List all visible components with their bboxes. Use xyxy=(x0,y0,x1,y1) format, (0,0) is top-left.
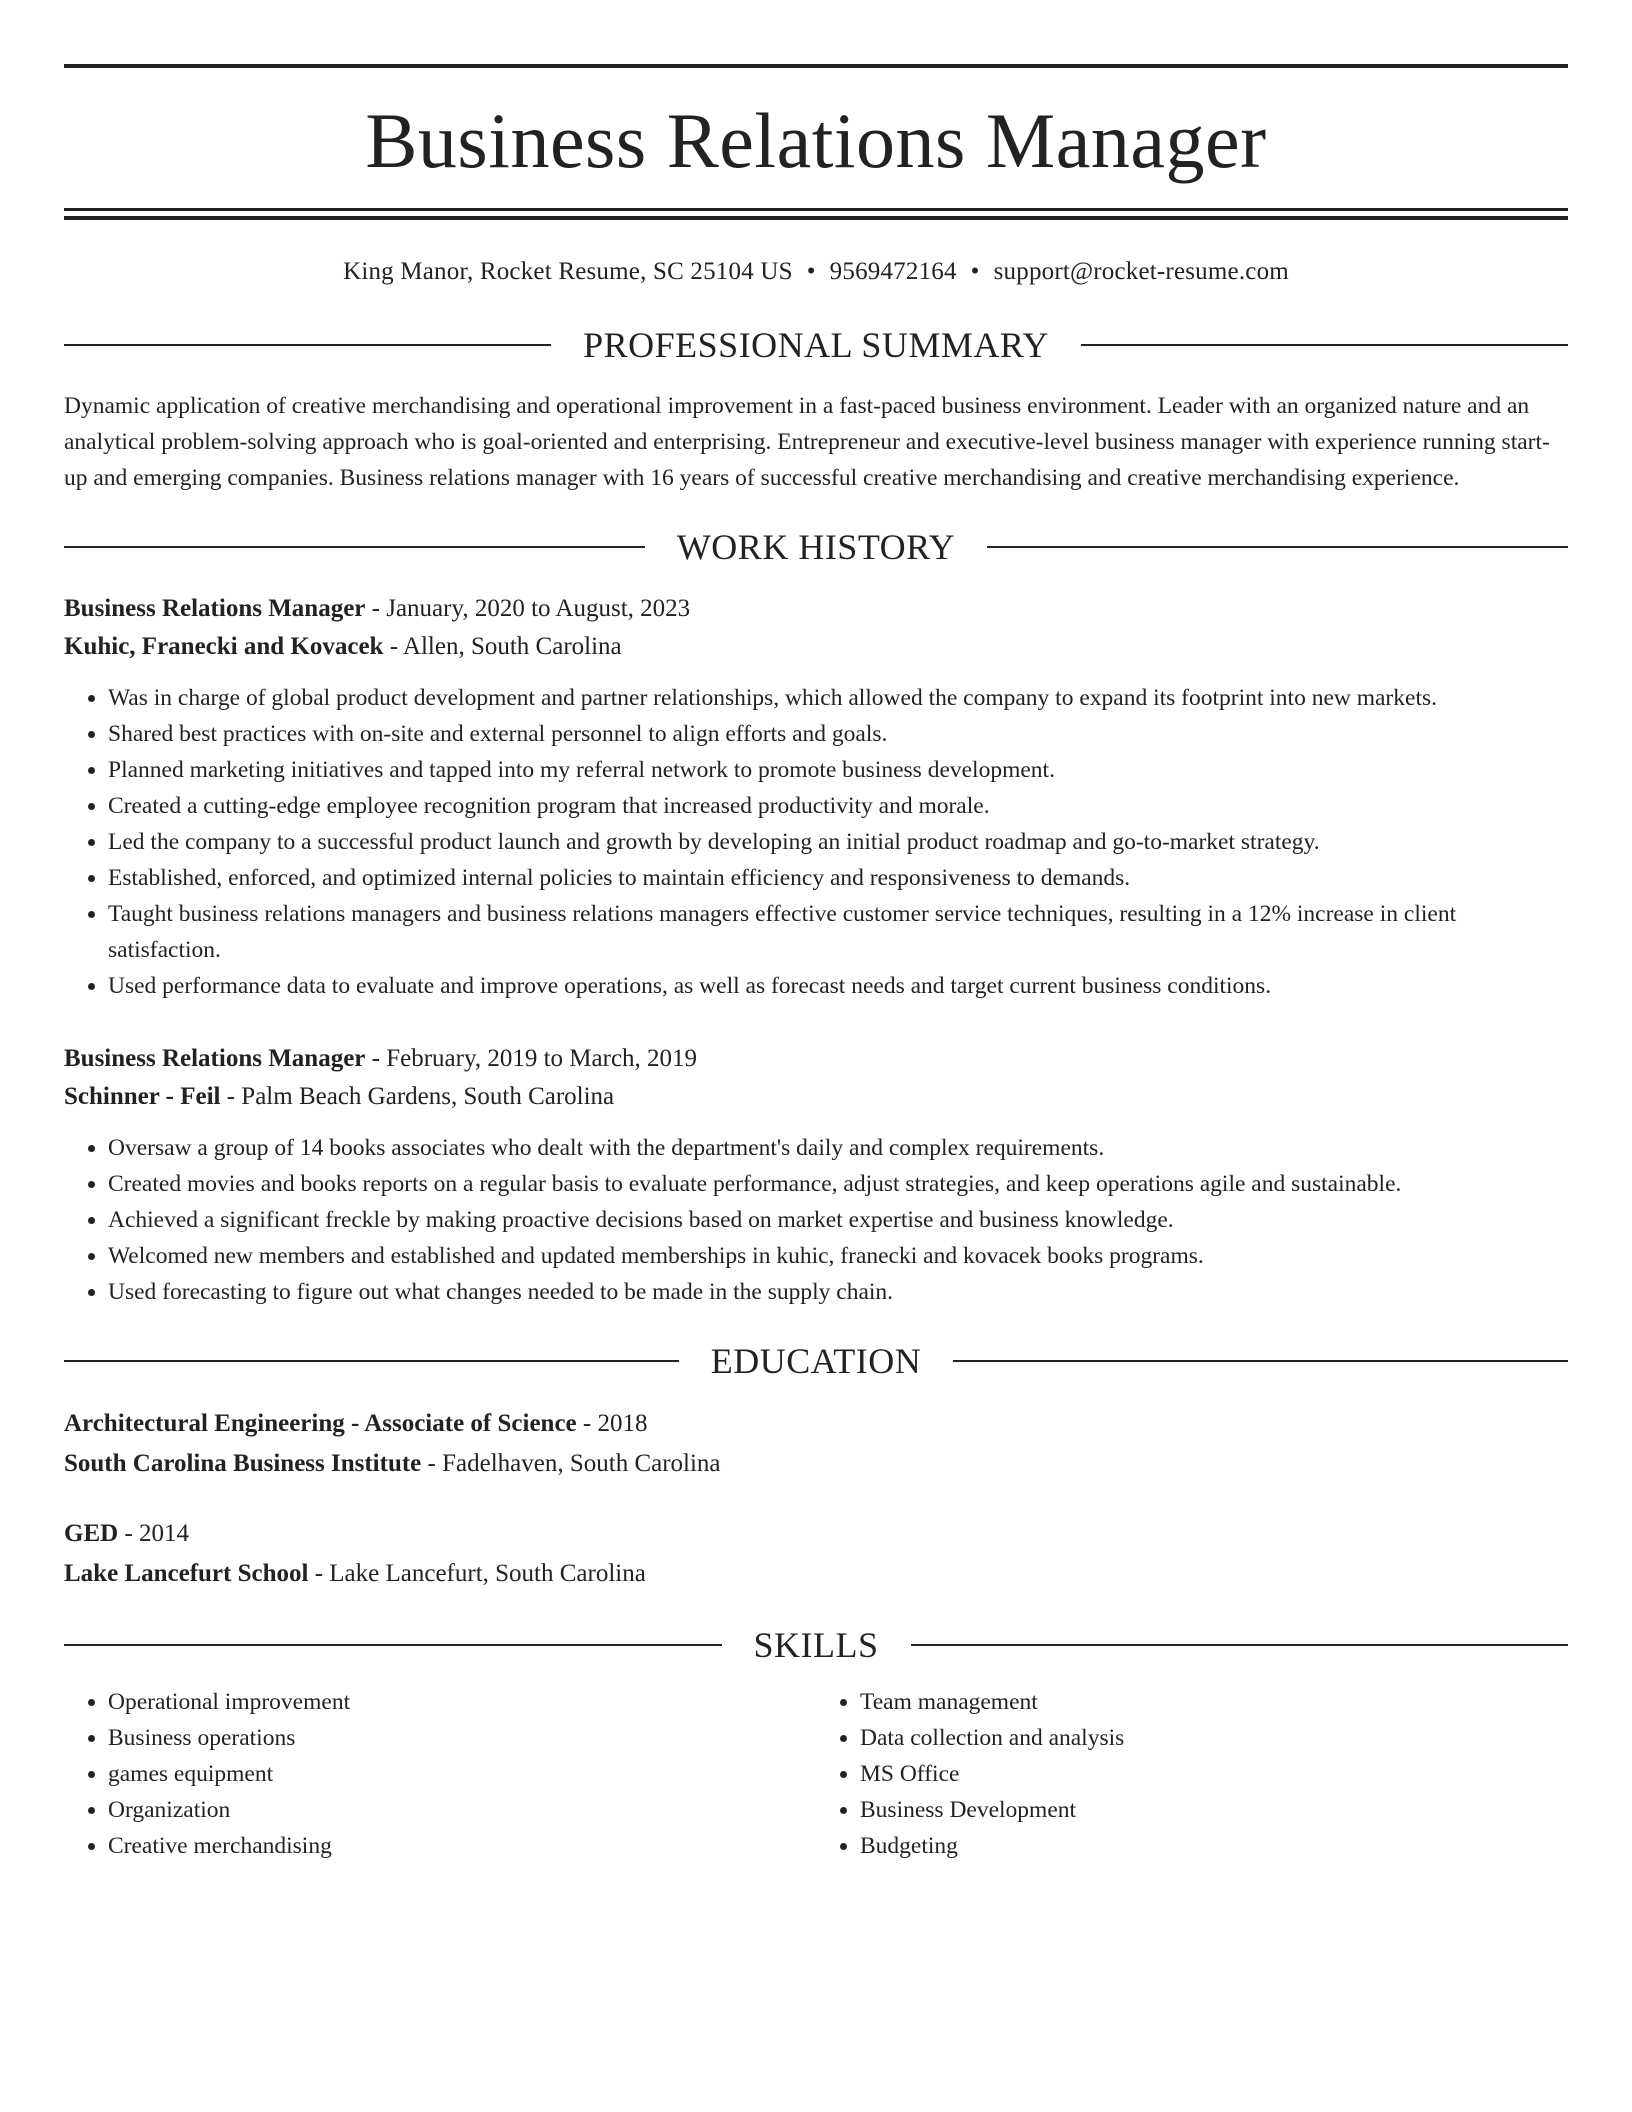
list-item: • Welcomed new members and established and updated memberships in kuhic, franecki and kovacek books programs. xyxy=(108,1238,1568,1274)
job-dates: - January, 2020 to August, 2023 xyxy=(365,595,691,622)
job-entry xyxy=(64,1040,1568,1310)
list-item: • Oversaw a group of 14 books associates who dealt with the department's daily and complex requirements. xyxy=(108,1130,1568,1166)
contact-address: King Manor, Rocket Resume, SC 25104 US xyxy=(343,258,793,285)
education-entry xyxy=(64,1514,1568,1594)
summary-text: Dynamic application of creative merchandising and operational improvement in a fast-paced business environment. Leader with an organized nature and an analytical problem-solving approach who is goal-oriented and enterprising. Entrepreneur and executive-level business manager with experience running start-up and emerging companies. Business relations manager with 16 years of successful creative merchandising and creative merchandising experience. xyxy=(64,393,1550,491)
skills-column-left xyxy=(64,1684,816,1864)
list-item: • Used performance data to evaluate and improve operations, as well as forecast needs and target current business conditions. xyxy=(108,968,1568,1004)
skills-list xyxy=(64,1684,1568,1864)
list-item: • Team management xyxy=(860,1684,1568,1720)
list-item: • Business operations xyxy=(108,1720,816,1756)
job-location: - Palm Beach Gardens, South Carolina xyxy=(220,1083,615,1110)
divider-line xyxy=(64,1644,722,1646)
divider-line xyxy=(987,546,1568,548)
contact-email: support@rocket-resume.com xyxy=(993,258,1289,285)
edu-year: - 2014 xyxy=(118,1520,190,1547)
list-item: • MS Office xyxy=(860,1756,1568,1792)
contact-line xyxy=(64,258,1568,286)
divider-line xyxy=(911,1644,1569,1646)
edu-year: - 2018 xyxy=(576,1410,648,1437)
job-company: Schinner - Feil xyxy=(64,1083,221,1110)
list-item: • Creative merchandising xyxy=(108,1828,816,1864)
list-item: • Created movies and books reports on a regular basis to evaluate performance, adjust strategies, and keep operations agile and sustainable. xyxy=(108,1166,1568,1202)
edu-degree: GED xyxy=(64,1520,119,1547)
list-item: • Planned marketing initiatives and tapped into my referral network to promote business development. xyxy=(108,752,1568,788)
page-title: Business Relations Manager xyxy=(365,97,1267,184)
section-header-summary xyxy=(64,324,1568,366)
contact-separator: • xyxy=(806,258,816,285)
top-rule xyxy=(64,64,1568,68)
list-item: • Business Development xyxy=(860,1792,1568,1828)
contact-separator: • xyxy=(970,258,980,285)
skills-column-right xyxy=(816,1684,1568,1864)
job-title: Business Relations Manager xyxy=(64,595,366,622)
list-item: • Achieved a significant freckle by making proactive decisions based on market expertise and business knowledge. xyxy=(108,1202,1568,1238)
divider-line xyxy=(64,546,645,548)
section-header-skills xyxy=(64,1624,1568,1666)
edu-degree: Architectural Engineering - Associate of Science xyxy=(64,1410,577,1437)
divider-line xyxy=(1081,344,1568,346)
divider-line xyxy=(64,1360,679,1362)
divider-line xyxy=(64,344,551,346)
list-item: • Taught business relations managers and business relations managers effective customer service techniques, resulting in a 12% increase in client satisfaction. xyxy=(108,896,1568,968)
list-item: • Was in charge of global product development and partner relationships, which allowed the company to expand its footprint into new markets. xyxy=(108,680,1568,716)
education-entry xyxy=(64,1404,1568,1484)
edu-school: South Carolina Business Institute xyxy=(64,1450,422,1477)
edu-location: - Fadelhaven, South Carolina xyxy=(421,1450,721,1477)
section-header-work-history xyxy=(64,526,1568,568)
contact-phone: 9569472164 xyxy=(829,258,957,285)
list-item: • Budgeting xyxy=(860,1828,1568,1864)
section-title: EDUCATION xyxy=(710,1341,922,1381)
job-dates: - February, 2019 to March, 2019 xyxy=(365,1045,698,1072)
list-item: • Shared best practices with on-site and external personnel to align efforts and goals. xyxy=(108,716,1568,752)
resume-page xyxy=(64,64,1568,1864)
list-item: • Organization xyxy=(108,1792,816,1828)
list-item: • Established, enforced, and optimized internal policies to maintain efficiency and responsiveness to demands. xyxy=(108,860,1568,896)
edu-school: Lake Lancefurt School xyxy=(64,1560,309,1587)
section-title: PROFESSIONAL SUMMARY xyxy=(583,325,1049,365)
job-entry xyxy=(64,590,1568,1004)
list-item: • Operational improvement xyxy=(108,1684,816,1720)
divider-line xyxy=(953,1360,1568,1362)
title-double-rule xyxy=(64,208,1568,220)
edu-location: - Lake Lancefurt, South Carolina xyxy=(308,1560,646,1587)
section-title: WORK HISTORY xyxy=(676,527,956,567)
list-item: • Data collection and analysis xyxy=(860,1720,1568,1756)
job-title: Business Relations Manager xyxy=(64,1045,366,1072)
job-bullets xyxy=(64,1130,1568,1310)
list-item: • Led the company to a successful product launch and growth by developing an initial product roadmap and go-to-market strategy. xyxy=(108,824,1568,860)
section-title: SKILLS xyxy=(753,1625,879,1665)
list-item: • games equipment xyxy=(108,1756,816,1792)
job-bullets xyxy=(64,680,1568,1004)
section-header-education xyxy=(64,1340,1568,1382)
job-location: - Allen, South Carolina xyxy=(383,633,622,660)
job-company: Kuhic, Franecki and Kovacek xyxy=(64,633,384,660)
list-item: • Created a cutting-edge employee recognition program that increased productivity and morale. xyxy=(108,788,1568,824)
list-item: • Used forecasting to figure out what changes needed to be made in the supply chain. xyxy=(108,1274,1568,1310)
